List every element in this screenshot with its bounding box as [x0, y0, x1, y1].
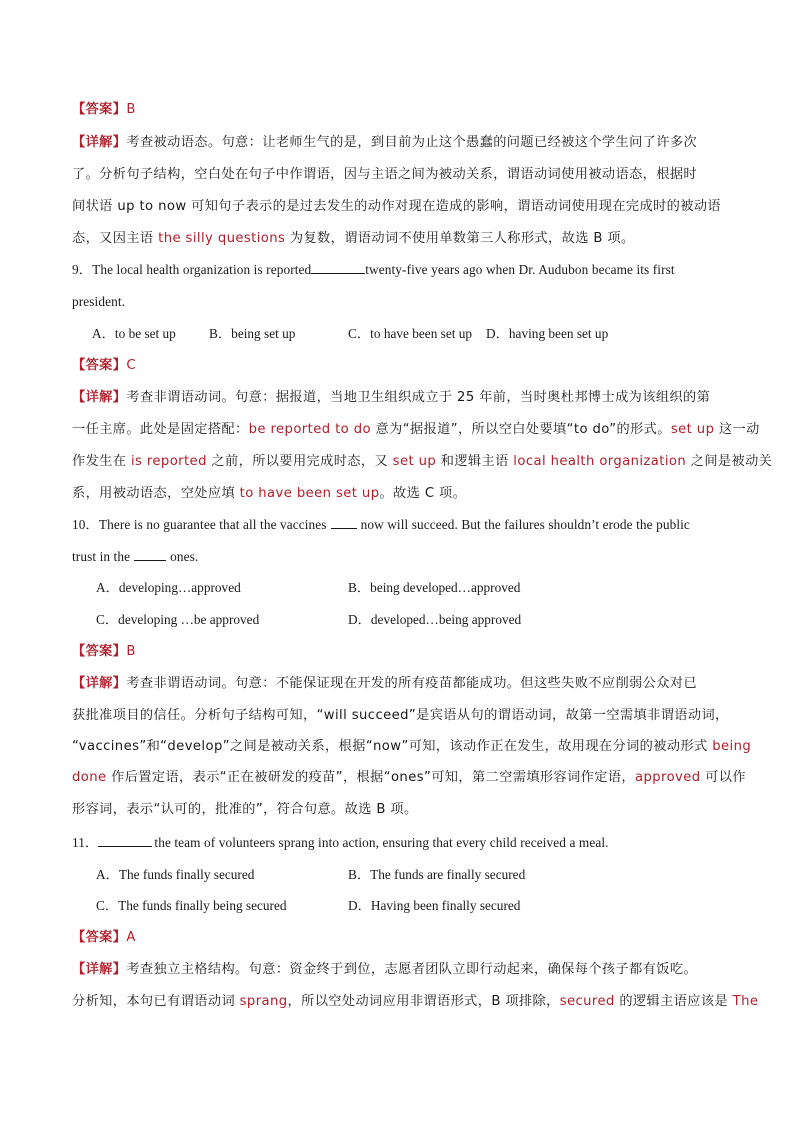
answer-label: 【答案】 — [72, 102, 127, 117]
question-stem-q11 — [72, 833, 722, 853]
answer-label: 【答案】 — [72, 644, 127, 659]
option-a: A．The funds finally secured — [96, 867, 255, 882]
highlighted-term: set up — [392, 454, 437, 469]
highlighted-term: be reported to do — [248, 422, 371, 437]
detail-segment: 作后置定语，表示“正在被研发的疫苗”，根据“ones”可知，第二空需填形容词作定语， — [106, 770, 636, 785]
highlighted-term: being — [712, 739, 752, 754]
detail-segment: 为复数，谓语动词不使用单数第三人称形式，故选 B 项。 — [285, 231, 635, 246]
option-c: C．to have been set up — [348, 326, 473, 341]
detail-segment: 。故选 C 项。 — [379, 486, 467, 501]
detail-segment: 之间是被动关 — [686, 454, 773, 469]
blank-line — [134, 548, 166, 561]
detail-segment: ，所以空处动词应用非谓语形式，B 项排除， — [287, 994, 560, 1009]
highlighted-term: secured — [559, 994, 615, 1009]
detail-line — [72, 452, 773, 472]
highlighted-term: is reported — [130, 454, 207, 469]
highlighted-term: The — [732, 994, 759, 1009]
detail-text — [126, 135, 697, 150]
detail-text — [126, 962, 697, 977]
detail-segment: 的逻辑主语应该是 — [614, 994, 733, 1009]
option-c: C．The funds finally being secured — [96, 898, 287, 913]
detail-line — [72, 706, 729, 726]
detail-line — [72, 133, 722, 153]
question-stem-q10 — [72, 515, 722, 535]
answer-value: B — [126, 102, 136, 117]
option-d: D．developed…being approved — [348, 612, 522, 627]
highlighted-term: the silly questions — [158, 231, 286, 246]
detail-segment: 间状语 up to now 可知句子表示的是过去发生的动作对现在造成的影响，谓语动词使用现在完成时的被动语 — [72, 199, 722, 214]
detail-line — [72, 992, 759, 1012]
detail-segment: 这一动 — [714, 422, 760, 437]
detail-text — [126, 390, 710, 405]
detail-label: 【详解】 — [72, 135, 127, 150]
stem-text: now will succeed. But the failures shouldn’t erode the public — [360, 517, 690, 532]
blank-line — [311, 261, 365, 274]
detail-text — [126, 676, 697, 691]
highlighted-term: to have been set up — [239, 486, 380, 501]
detail-line — [72, 960, 722, 980]
detail-segment: 考查独立主格结构。句意：资金终于到位，志愿者团队立即行动起来，确保每个孩子都有饭吃。 — [126, 962, 698, 977]
detail-label: 【详解】 — [72, 390, 127, 405]
option-b: B．The funds are finally secured — [348, 867, 526, 882]
option-c: C．developing …be approved — [96, 612, 260, 627]
option-d: D．having been set up — [486, 326, 609, 341]
option-b: B．being set up — [209, 326, 296, 341]
detail-line — [72, 388, 722, 408]
detail-segment: 态，又因主语 — [72, 231, 159, 246]
detail-line — [72, 197, 722, 217]
detail-segment: 考查非谓语动词。句意：不能保证现在开发的所有疫苗都能成功。但这些失败不应削弱公众对已 — [126, 676, 698, 691]
question-stem-q9 — [72, 260, 722, 280]
stem-text: twenty-five years ago when Dr. Audubon became its first — [365, 262, 675, 277]
highlighted-term: sprang — [239, 994, 288, 1009]
detail-line — [72, 674, 722, 694]
option-d: D．Having been finally secured — [348, 898, 521, 913]
answer-line-q10 — [72, 642, 722, 662]
stem-text: There is no guarantee that all the vaccines — [98, 517, 327, 532]
detail-line — [72, 420, 760, 440]
stem-text: ones. — [170, 549, 199, 564]
answer-line-q9 — [72, 356, 722, 376]
answer-line-q11 — [72, 928, 722, 948]
answer-value: A — [126, 930, 136, 945]
highlighted-term: set up — [670, 422, 715, 437]
question-stem-q10-cont — [72, 547, 722, 567]
option-a: A．to be set up — [92, 326, 176, 341]
answer-value: B — [126, 644, 136, 659]
detail-line — [72, 800, 722, 820]
detail-segment: “vaccines”和“develop”之间是被动关系，根据“now”可知，该动作正在发生，故用现在分词的被动形式 — [72, 739, 713, 754]
detail-segment: 意为“据报道”，所以空白处要填“to do”的形式。 — [370, 422, 671, 437]
detail-line — [72, 768, 746, 788]
blank-line — [331, 516, 357, 529]
detail-line — [72, 229, 722, 249]
stem-text: trust in the — [72, 549, 131, 564]
answer-value: C — [126, 358, 136, 373]
option-a: A．developing…approved — [96, 580, 241, 595]
detail-segment: 和逻辑主语 — [436, 454, 514, 469]
answer-line-q8 — [72, 100, 722, 120]
highlighted-term: approved — [635, 770, 701, 785]
blank-line — [98, 834, 152, 847]
question-stem-q9-cont: president. — [72, 294, 126, 309]
detail-segment: 之前，所以要用完成时态，又 — [206, 454, 393, 469]
question-number: 10． — [72, 517, 99, 532]
answer-label: 【答案】 — [72, 358, 127, 373]
detail-segment: 一任主席。此处是固定搭配： — [72, 422, 249, 437]
option-b: B．being developed…approved — [348, 580, 521, 595]
detail-segment: 形容词，表示“认可的，批准的”，符合句意。故选 B 项。 — [72, 802, 418, 817]
detail-segment: 了。分析句子结构，空白处在句子中作谓语，因与主语之间为被动关系，谓语动词使用被动语态，根据时 — [72, 167, 698, 182]
stem-text: The local health organization is reported — [92, 262, 312, 277]
question-number: 11． — [72, 835, 99, 850]
detail-segment: 系，用被动语态，空处应填 — [72, 486, 240, 501]
detail-line — [72, 165, 722, 185]
highlighted-term: done — [72, 770, 107, 785]
detail-segment: 作发生在 — [72, 454, 131, 469]
detail-line — [72, 737, 752, 757]
detail-segment: 分析知，本句已有谓语动词 — [72, 994, 240, 1009]
detail-label: 【详解】 — [72, 962, 127, 977]
highlighted-term: local health organization — [513, 454, 687, 469]
detail-segment: 可以作 — [700, 770, 746, 785]
detail-label: 【详解】 — [72, 676, 127, 691]
answer-label: 【答案】 — [72, 930, 127, 945]
detail-line — [72, 484, 722, 504]
detail-segment: 考查被动语态。句意：让老师生气的是，到目前为止这个愚蠢的问题已经被这个学生问了许多次 — [126, 135, 698, 150]
question-number: 9． — [72, 262, 93, 277]
detail-segment: 考查非谓语动词。句意：据报道，当地卫生组织成立于 25 年前，当时奥杜邦博士成为该组织的第 — [126, 390, 711, 405]
detail-segment: 获批准项目的信任。分析句子结构可知，“will succeed”是宾语从句的谓语动词，故第一空需填非谓语动词， — [72, 708, 729, 723]
stem-text: the team of volunteers sprang into action, ensuring that every child received a meal. — [154, 835, 609, 850]
